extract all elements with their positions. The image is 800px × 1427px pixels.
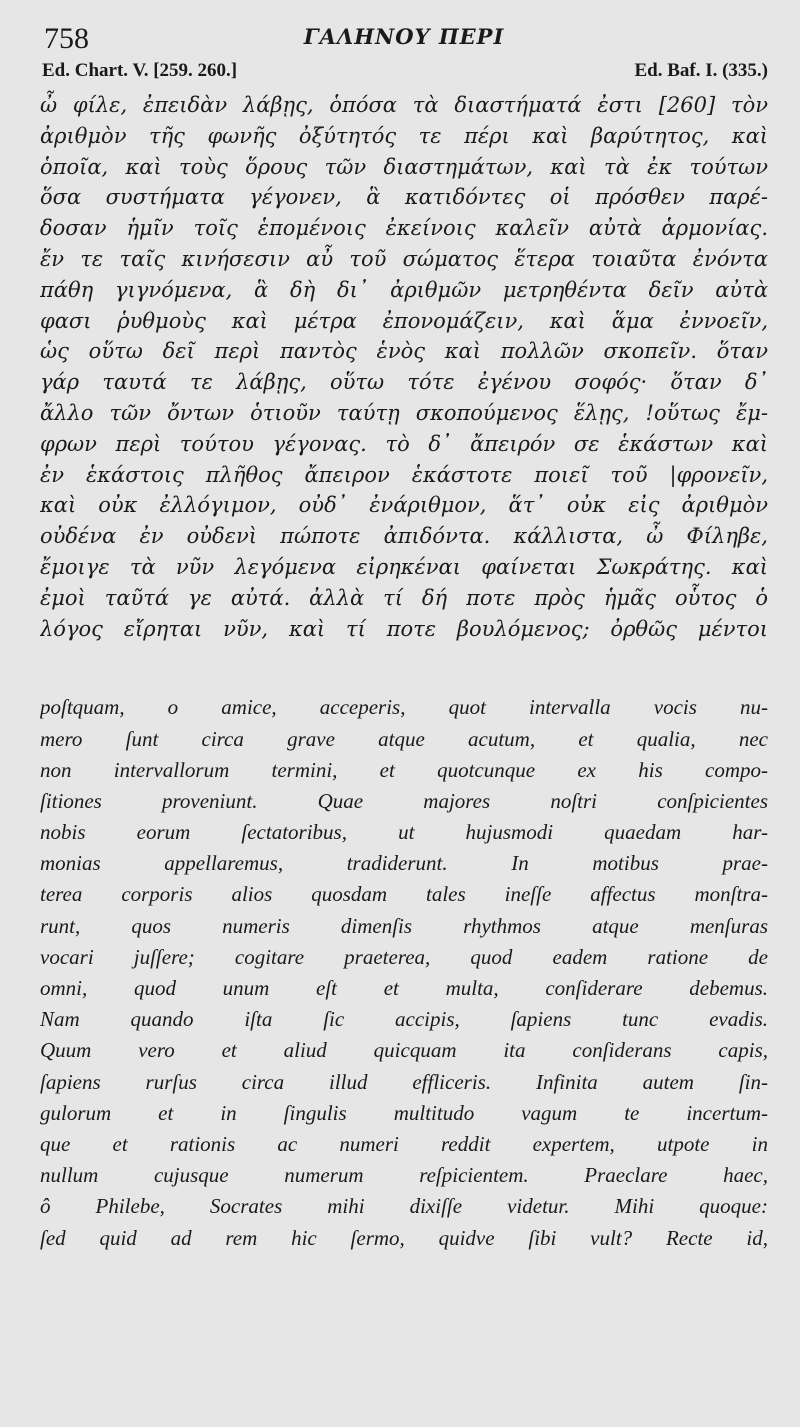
greek-text-line: οὐδένα ἐν οὐδενὶ πώποτε ἀπιδόντα. κάλλιστα, ὦ Φίληβε, bbox=[40, 524, 768, 549]
greek-text-line: δοσαν ἡμῖν τοῖς ἑπομένοις ἐκείνοις καλεῖν αὐτὰ ἁρμονίας. bbox=[40, 216, 768, 241]
latin-text-line: ô Philebe, Socrates mihi dixiſſe videtur. Mihi quoque: bbox=[40, 1194, 768, 1219]
latin-text-line: nullum cujusque numerum reſpicientem. Praeclare haec, bbox=[40, 1163, 768, 1188]
latin-text-line: vocari juſſere; cogitare praeterea, quod eadem ratione de bbox=[40, 944, 768, 969]
latin-text-line: nobis eorum ſectatoribus, ut hujusmodi quaedam har- bbox=[40, 820, 768, 845]
greek-text-line: ἔν τε ταῖς κινήσεσιν αὖ τοῦ σώματος ἕτερα τοιαῦτα ἐνόντα bbox=[40, 246, 768, 271]
latin-text-line: ſitiones proveniunt. Quae majores noſtri conſpicientes bbox=[40, 788, 768, 813]
page-number: 758 bbox=[44, 22, 89, 55]
latin-text-line: ſapiens rurſus circa illud effliceris. Infinita autem ſin- bbox=[40, 1069, 768, 1094]
greek-text-line: ἄλλο τῶν ὄντων ὁτιοῦν ταύτῃ σκοπούμενος ἕλῃς, !οὕτως ἔμ- bbox=[40, 400, 768, 425]
latin-text-line: ſed quid ad rem hic ſermo, quidve ſibi vult? Recte id, bbox=[40, 1225, 768, 1250]
latin-text-line: que et rationis ac numeri reddit expertem, utpote in bbox=[40, 1131, 768, 1156]
greek-text-line: ἐμοὶ ταῦτά γε αὐτά. ἀλλὰ τί δή ποτε πρὸς ἡμᾶς οὗτος ὁ bbox=[40, 585, 768, 610]
greek-text-line: γάρ ταυτά τε λάβῃς, οὕτω τότε ἐγένου σοφός· ὅταν δ᾽ bbox=[40, 370, 768, 395]
greek-text-line: φασι ῥυθμοὺς καὶ μέτρα ἐπονομάζειν, καὶ ἅμα ἐννοεῖν, bbox=[40, 308, 768, 333]
greek-text-line: ὁποῖα, καὶ τοὺς ὅρους τῶν διαστημάτων, καὶ τὰ ἐκ τούτων bbox=[40, 154, 768, 179]
latin-text-line: monias appellaremus, tradiderunt. In motibus prae- bbox=[40, 851, 768, 876]
latin-text-line: poſtquam, o amice, acceperis, quot intervalla vocis nu- bbox=[40, 695, 768, 720]
page-header bbox=[40, 14, 768, 58]
running-head: ΓΑΛΗΝΟΥ ΠΕΡΙ bbox=[303, 24, 505, 49]
latin-text-line: gulorum et in ſingulis multitudo vagum te incertum- bbox=[40, 1100, 768, 1125]
greek-text-line: ὅσα συστήματα γέγονεν, ἃ κατιδόντες οἱ πρόσθεν παρέ- bbox=[40, 185, 768, 210]
edition-basel-reference: Ed. Baf. I. (335.) bbox=[634, 60, 768, 81]
greek-text-line: ἔμοιγε τὰ νῦν λεγόμενα εἰρηκέναι φαίνεται Σωκράτης. καὶ bbox=[40, 554, 768, 579]
latin-text-line: terea corporis alios quosdam tales ineſſe affectus monſtra- bbox=[40, 882, 768, 907]
latin-text-line: Quum vero et aliud quicquam ita conſiderans capis, bbox=[40, 1038, 768, 1063]
greek-text-line: πάθη γιγνόμενα, ἃ δὴ δι᾽ ἀριθμῶν μετρηθέντα δεῖν αὐτὰ bbox=[40, 277, 768, 302]
latin-text-block bbox=[40, 692, 768, 1253]
edition-references bbox=[40, 58, 768, 88]
latin-text-line: mero ſunt circa grave atque acutum, et qualia, nec bbox=[40, 726, 768, 751]
greek-text-line: ἀριθμὸν τῆς φωνῆς ὀξύτητός τε πέρι καὶ βαρύτητος, καὶ bbox=[40, 123, 768, 148]
greek-text-line: ἐν ἑκάστοις πλῆθος ἄπειρον ἑκάστοτε ποιεῖ τοῦ |φρονεῖν, bbox=[40, 462, 768, 487]
latin-text-line: non intervallorum termini, et quotcunque ex his compo- bbox=[40, 757, 768, 782]
latin-text-line: runt, quos numeris dimenſis rhythmos atque menſuras bbox=[40, 913, 768, 938]
greek-text-line: ὡς οὕτω δεῖ περὶ παντὸς ἑνὸς καὶ πολλῶν σκοπεῖν. ὅταν bbox=[40, 339, 768, 364]
latin-text-line: omni, quod unum eſt et multa, conſiderare debemus. bbox=[40, 976, 768, 1001]
greek-text-line: φρων περὶ τούτου γέγονας. τὸ δ᾽ ἄπειρόν σε ἑκάστων καὶ bbox=[40, 431, 768, 456]
greek-text-line: λόγος εἴρηται νῦν, καὶ τί ποτε βουλόμενος; ὀρθῶς μέντοι bbox=[40, 616, 768, 641]
latin-text-line: Nam quando iſta ſic accipis, ſapiens tunc evadis. bbox=[40, 1007, 768, 1032]
greek-text-block bbox=[40, 90, 768, 644]
edition-chart-reference: Ed. Chart. V. [259. 260.] bbox=[42, 60, 238, 81]
greek-text-line: καὶ οὐκ ἐλλόγιμον, οὐδ᾽ ἐνάριθμον, ἅτ᾽ οὐκ εἰς ἀριθμὸν bbox=[40, 493, 768, 518]
greek-text-line: ὦ φίλε, ἐπειδὰν λάβῃς, ὁπόσα τὰ διαστήματά ἐστι [260] τὸν bbox=[40, 93, 768, 117]
